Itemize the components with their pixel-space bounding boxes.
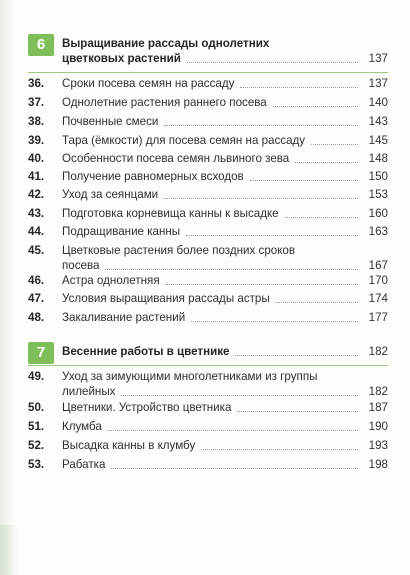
toc-entry[interactable]	[28, 369, 388, 399]
entry-title-line: лилейных	[62, 385, 116, 398]
entry-page-number: 160	[368, 207, 388, 220]
section-title-line: цветковых растений	[62, 52, 181, 65]
dot-leader	[111, 468, 358, 469]
entry-title-line: Рабатка	[62, 458, 106, 471]
entry-number: 42.	[28, 188, 45, 201]
entry-title-line: Уход за зимующими многолетниками из группы	[62, 370, 318, 383]
dot-leader	[187, 62, 358, 63]
toc-entry[interactable]	[28, 224, 388, 239]
entry-page-number: 153	[368, 188, 388, 201]
entry-page-number: 145	[368, 134, 388, 147]
entry-title	[62, 151, 332, 166]
entry-title	[62, 206, 332, 221]
entry-number: 45.	[28, 244, 45, 257]
entry-title	[62, 291, 332, 306]
entry-number: 52.	[28, 439, 45, 452]
toc-entry[interactable]	[28, 310, 388, 325]
dot-leader	[166, 284, 358, 285]
entry-number: 47.	[28, 292, 45, 305]
entry-number: 43.	[28, 207, 45, 220]
entry-title	[62, 133, 332, 148]
dot-leader	[121, 395, 358, 396]
entry-title-line: Цветники. Устройство цветника	[62, 401, 232, 414]
toc-entry[interactable]	[28, 76, 388, 91]
dot-leader	[237, 411, 358, 412]
entry-title-line: Тара (ёмкости) для посева семян на рассаду	[62, 134, 306, 147]
entry-page-number: 182	[368, 385, 388, 398]
entry-title-line: Клумба	[62, 420, 102, 433]
entry-page-number: 170	[368, 274, 388, 287]
entry-number: 44.	[28, 225, 45, 238]
entry-page-number: 150	[368, 170, 388, 183]
toc-entry[interactable]	[28, 438, 388, 453]
entry-title-line: Условия выращивания рассады астры	[62, 292, 270, 305]
toc-entry[interactable]	[28, 273, 388, 288]
entry-page-number: 148	[368, 152, 388, 165]
section-divider	[28, 365, 388, 366]
page-edge-shadow	[0, 0, 14, 575]
entry-title-line: Уход за сеянцами	[62, 188, 159, 201]
toc-entry[interactable]	[28, 457, 388, 472]
dot-leader	[108, 430, 358, 431]
entry-number: 40.	[28, 152, 45, 165]
section-title-line: Выращивание рассады однолетних	[62, 37, 270, 50]
toc-entry[interactable]	[28, 133, 388, 148]
entry-page-number: 187	[368, 401, 388, 414]
entry-title-line: Подращивание канны	[62, 225, 181, 238]
section-number-badge: 7	[28, 342, 54, 364]
entry-page-number: 193	[368, 439, 388, 452]
entry-title	[62, 169, 332, 184]
entry-title	[62, 224, 332, 239]
toc-entry[interactable]	[28, 243, 388, 273]
toc-entry[interactable]	[28, 400, 388, 415]
section-title-line: Весенние работы в цветнике	[62, 345, 230, 358]
entry-page-number: 140	[368, 96, 388, 109]
entry-number: 39.	[28, 134, 45, 147]
entry-title-line: Астра однолетняя	[62, 274, 160, 287]
dot-leader	[201, 449, 358, 450]
dot-leader	[273, 106, 358, 107]
entry-title	[62, 76, 332, 91]
entry-page-number: 167	[368, 259, 388, 272]
entry-title-line: Высадка канны в клумбу	[62, 439, 196, 452]
entry-number: 38.	[28, 115, 45, 128]
section-number-badge: 6	[28, 34, 54, 56]
entry-page-number: 198	[368, 458, 388, 471]
dot-leader	[311, 144, 358, 145]
entry-number: 49.	[28, 370, 45, 383]
section-divider	[28, 72, 388, 73]
entry-title	[62, 438, 332, 453]
entry-page-number: 163	[368, 225, 388, 238]
dot-leader	[191, 321, 358, 322]
section-title	[62, 344, 352, 359]
entry-title-line: Однолетние растения раннего посева	[62, 96, 267, 109]
entry-number: 37.	[28, 96, 45, 109]
entry-number: 46.	[28, 274, 45, 287]
entry-number: 51.	[28, 420, 45, 433]
dot-leader	[105, 269, 358, 270]
dot-leader	[276, 302, 358, 303]
entry-number: 41.	[28, 170, 45, 183]
entry-page-number: 174	[368, 292, 388, 305]
entry-title	[62, 95, 332, 110]
entry-number: 36.	[28, 77, 45, 90]
entry-title	[62, 187, 332, 202]
toc-entry[interactable]	[28, 114, 388, 129]
toc-section	[28, 342, 388, 478]
entry-title	[62, 419, 332, 434]
dot-leader	[250, 180, 358, 181]
section-page-number: 182	[368, 345, 388, 358]
entry-title-line: Получение равномерных всходов	[62, 170, 244, 183]
toc-entry[interactable]	[28, 95, 388, 110]
entry-page-number: 143	[368, 115, 388, 128]
entry-title-line: Цветковые растения более поздних сроков	[62, 244, 296, 257]
dot-leader	[240, 87, 358, 88]
entry-page-number: 190	[368, 420, 388, 433]
entry-number: 53.	[28, 458, 45, 471]
page-corner-tint	[0, 525, 18, 575]
entry-page-number: 177	[368, 311, 388, 324]
entry-number: 48.	[28, 311, 45, 324]
section-page-number: 137	[368, 52, 388, 65]
entry-number: 50.	[28, 401, 45, 414]
entry-title-line: Особенности посева семян львиного зева	[62, 152, 290, 165]
dot-leader	[186, 235, 358, 236]
toc-entry[interactable]	[28, 419, 388, 434]
dot-leader	[295, 162, 358, 163]
entry-title-line: Закаливание растений	[62, 311, 186, 324]
dot-leader	[164, 198, 358, 199]
toc-entry[interactable]	[28, 169, 388, 184]
entry-title-line: посева	[62, 259, 100, 272]
entry-title	[62, 457, 332, 472]
toc-entry[interactable]	[28, 151, 388, 166]
toc-entry[interactable]	[28, 291, 388, 306]
toc-entry[interactable]	[28, 187, 388, 202]
entry-title	[62, 114, 332, 129]
dot-leader	[285, 217, 358, 218]
toc-entry[interactable]	[28, 206, 388, 221]
entry-title-line: Подготовка корневища канны к высадке	[62, 207, 279, 220]
entry-title-line: Почвенные смеси	[62, 115, 159, 128]
toc-section	[28, 34, 388, 352]
dot-leader	[164, 125, 358, 126]
dot-leader	[235, 355, 358, 356]
entry-title	[62, 400, 332, 415]
entry-title	[62, 310, 332, 325]
entry-page-number: 137	[368, 77, 388, 90]
entry-title-line: Сроки посева семян на рассаду	[62, 77, 235, 90]
entry-title	[62, 273, 332, 288]
